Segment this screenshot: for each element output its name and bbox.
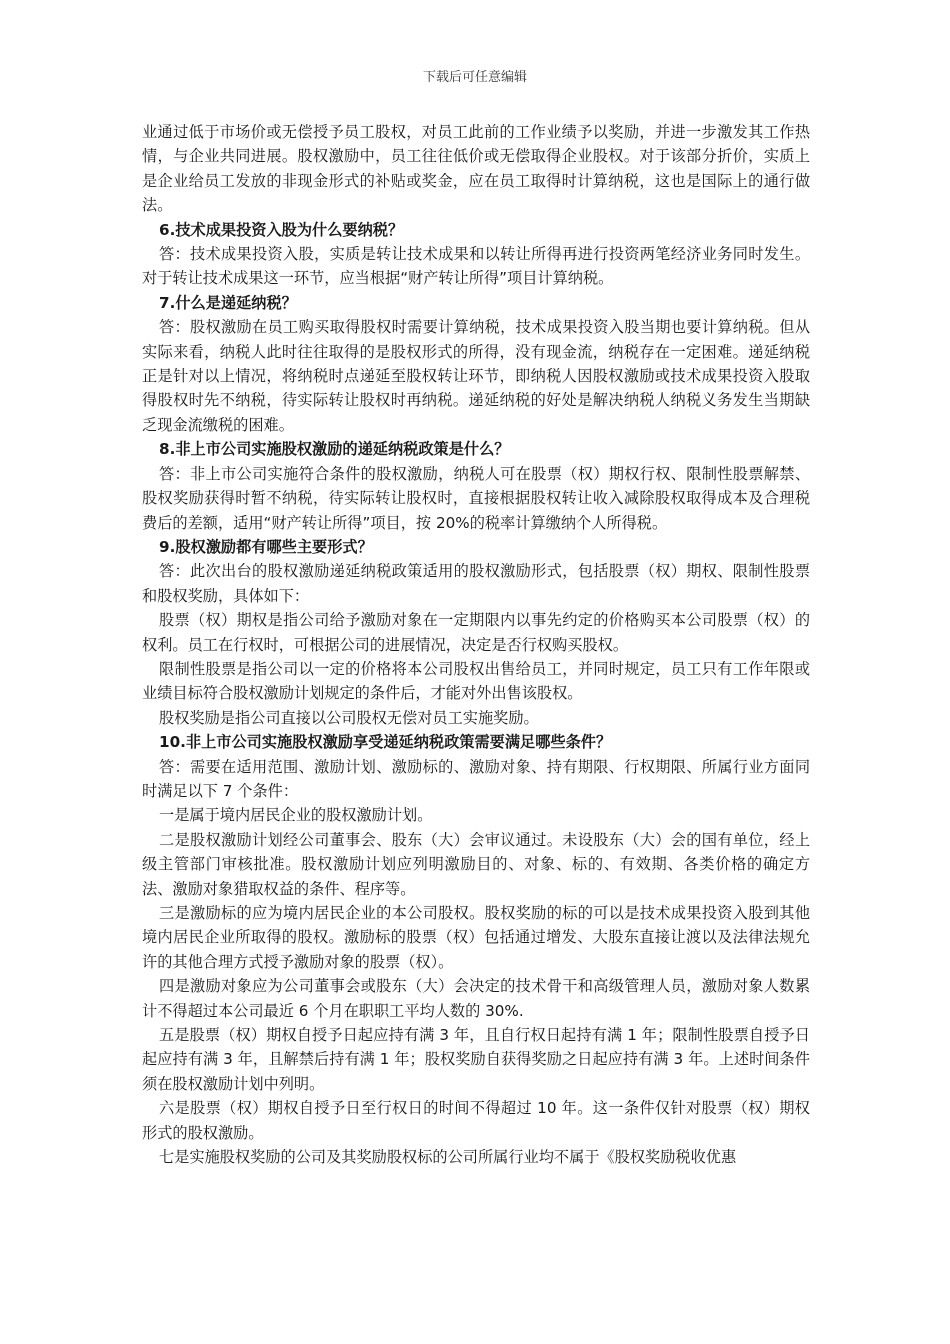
paragraph: 答：技术成果投资入股，实质是转让技术成果和以转让所得再进行投资两笔经济业务同时发生。对于转让技术成果这一环节，应当根据“财产转让所得”项目计算纳税。	[142, 245, 810, 288]
paragraph: 答：股权激励在员工购买取得股权时需要计算纳税，技术成果投资入股当期也要计算纳税。但从实际来看，纳税人此时往往取得的是股权形式的所得，没有现金流，纳税存在一定困难。递延纳税正是针对以上情况，将纳税时点递延至股权转让环节，即纳税人因股权激励或技术成果投资入股取得股权时先不纳税，待实际转让股权时再纳税。递延纳税的好处是解决纳税人纳税义务发生当期缺乏现金流缴税的困难。	[142, 318, 810, 434]
paragraph: 五是股票（权）期权自授予日起应持有满 3 年，且自行权日起持有满 1 年；限制性股票自授予日起应持有满 3 年，且解禁后持有满 1 年；股权奖励自获得奖励之日起应持有满 3 年。上述时间条件须在股权激励计划中列明。	[142, 1026, 810, 1093]
paragraph: 股票（权）期权是指公司给予激励对象在一定期限内以事先约定的价格购买本公司股票（权）的权利。员工在行权时，可根据公司的进展情况，决定是否行权购买股权。	[142, 611, 810, 654]
question-heading: 6.技术成果投资入股为什么要纳税？	[159, 220, 404, 239]
paragraph: 限制性股票是指公司以一定的价格将本公司股权出售给员工，并同时规定，员工只有工作年限或业绩目标符合股权激励计划规定的条件后，才能对外出售该股权。	[142, 659, 810, 703]
question-heading: 10.非上市公司实施股权激励享受递延纳税政策需要满足哪些条件？	[159, 733, 612, 752]
document-body	[142, 120, 810, 1169]
paragraph: 六是股票（权）期权自授予日至行权日的时间不得超过 10 年。这一条件仅针对股票（权）期权形式的股权激励。	[142, 1099, 810, 1142]
paragraph: 答：非上市公司实施符合条件的股权激励，纳税人可在股票（权）期权行权、限制性股票解禁、股权奖励获得时暂不纳税，待实际转让股权时，直接根据股权转让收入减除股权取得成本及合理税费后的差额，适用“财产转让所得”项目，按 20%的税率计算缴纳个人所得税。	[142, 464, 810, 532]
paragraph: 一是属于境内居民企业的股权激励计划。	[159, 806, 433, 825]
paragraph: 业通过低于市场价或无偿授予员工股权，对员工此前的工作业绩予以奖励，并进一步激发其工作热情，与企业共同进展。股权激励中，员工往往低价或无偿取得企业股权。对于该部分折价，实质上是企业给员工发放的非现金形式的补贴或奖金，应在员工取得时计算纳税，这也是国际上的通行做法。	[142, 123, 810, 215]
paragraph: 答：此次出台的股权激励递延纳税政策适用的股权激励形式，包括股票（权）期权、限制性股票和股权奖励，具体如下：	[142, 562, 810, 605]
paragraph: 答：需要在适用范围、激励计划、激励标的、激励对象、持有期限、行权期限、所属行业方面同时满足以下 7 个条件：	[142, 757, 810, 800]
question-heading: 8.非上市公司实施股权激励的递延纳税政策是什么？	[159, 440, 510, 459]
paragraph: 三是激励标的应为境内居民企业的本公司股权。股权奖励的标的可以是技术成果投资入股到其他境内居民企业所取得的股权。激励标的股票（权）包括通过增发、大股东直接让渡以及法律法规允许的其他合理方式授予激励对象的股票（权）。	[142, 904, 810, 971]
question-heading: 7.什么是递延纳税？	[159, 293, 297, 312]
question-heading: 9.股权激励都有哪些主要形式？	[159, 537, 373, 556]
paragraph: 七是实施股权奖励的公司及其奖励股权标的公司所属行业均不属于《股权奖励税收优惠	[159, 1148, 737, 1167]
page-header: 下载后可任意编辑	[422, 70, 527, 85]
paragraph: 二是股权激励计划经公司董事会、股东（大）会审议通过。未设股东（大）会的国有单位，经上级主管部门审核批准。股权激励计划应列明激励目的、对象、标的、有效期、各类价格的确定方法、激励对象猎取权益的条件、程序等。	[142, 830, 810, 898]
paragraph: 四是激励对象应为公司董事会或股东（大）会决定的技术骨干和高级管理人员，激励对象人数累计不得超过本公司最近 6 个月在职职工平均人数的 30%.	[142, 977, 810, 1020]
paragraph: 股权奖励是指公司直接以公司股权无偿对员工实施奖励。	[159, 708, 539, 727]
